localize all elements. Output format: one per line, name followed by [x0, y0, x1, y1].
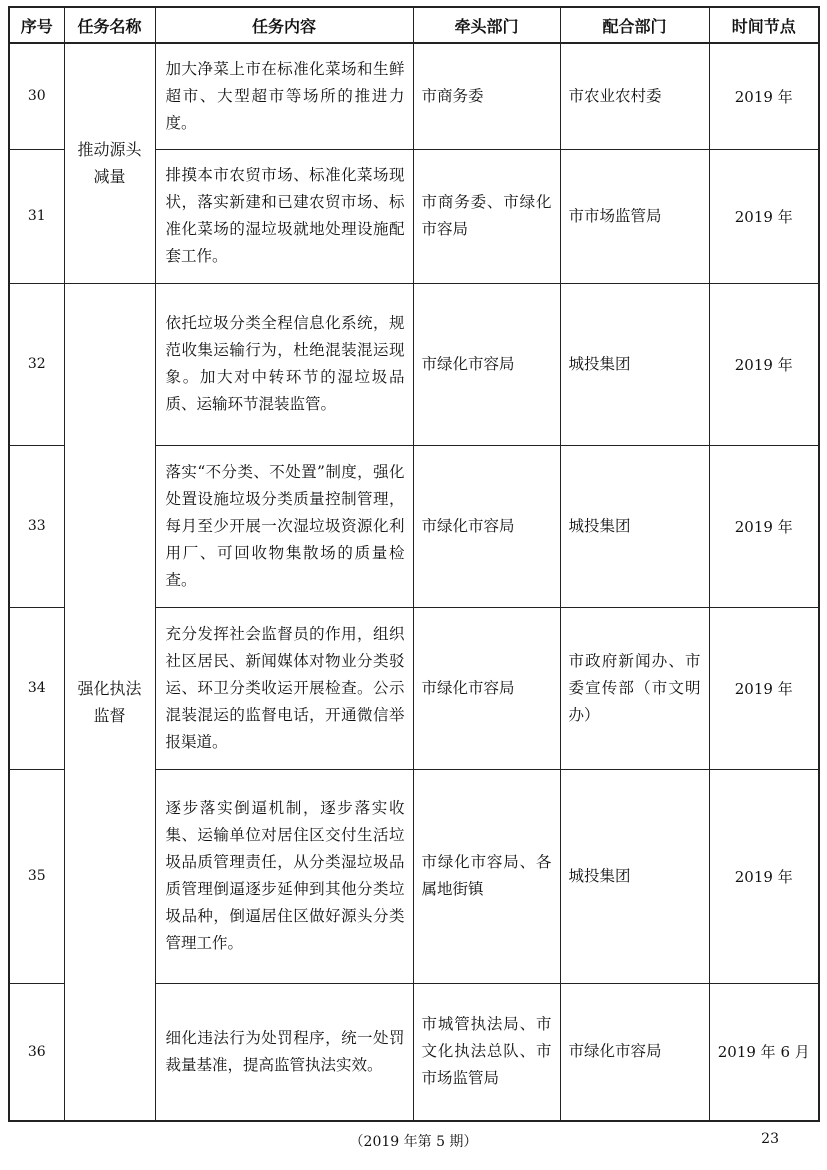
row-lead-dept: 市商务委、市绿化市容局 — [413, 149, 560, 283]
row-deadline: 2019 年 — [709, 607, 819, 769]
row-content: 落实“不分类、不处置”制度，强化处置设施垃圾分类质量控制管理，每月至少开展一次湿垃圾资源化利用厂、可回收物集散场的质量检查。 — [155, 445, 413, 607]
row-seq: 30 — [9, 43, 64, 149]
issue-label: （2019 年第 5 期） — [349, 1134, 478, 1150]
table-header-row — [9, 7, 819, 43]
row-content: 加大净菜上市在标准化菜场和生鲜超市、大型超市等场所的推进力度。 — [155, 43, 413, 149]
row-lead-dept: 市绿化市容局 — [413, 283, 560, 445]
row-seq: 33 — [9, 445, 64, 607]
row-deadline: 2019 年 — [709, 769, 819, 983]
row-seq: 31 — [9, 149, 64, 283]
page-number: 23 — [761, 1131, 779, 1147]
row-deadline: 2019 年 — [709, 445, 819, 607]
row-content: 充分发挥社会监督员的作用，组织社区居民、新闻媒体对物业分类驳运、环卫分类收运开展检查。公示混装混运的监督电话，开通微信举报渠道。 — [155, 607, 413, 769]
row-lead-dept: 市绿化市容局 — [413, 445, 560, 607]
row-content: 逐步落实倒逼机制，逐步落实收集、运输单位对居住区交付生活垃圾品质管理责任，从分类湿垃圾品质管理倒逼逐步延伸到其他分类垃圾品种，倒逼居住区做好源头分类管理工作。 — [155, 769, 413, 983]
row-seq: 36 — [9, 983, 64, 1121]
table-row — [9, 283, 819, 445]
row-coop-dept: 城投集团 — [560, 769, 709, 983]
row-coop-dept: 市农业农村委 — [560, 43, 709, 149]
row-seq: 34 — [9, 607, 64, 769]
task-group-name: 推动源头减量 — [64, 43, 155, 283]
header-task-name: 任务名称 — [64, 7, 155, 43]
row-content: 细化违法行为处罚程序，统一处罚裁量基准，提高监管执法实效。 — [155, 983, 413, 1121]
row-deadline: 2019 年 — [709, 149, 819, 283]
table-row — [9, 43, 819, 149]
row-lead-dept: 市绿化市容局 — [413, 607, 560, 769]
header-coop-dept: 配合部门 — [560, 7, 709, 43]
row-coop-dept: 市市场监管局 — [560, 149, 709, 283]
row-content: 依托垃圾分类全程信息化系统，规范收集运输行为，杜绝混装混运现象。加大对中转环节的湿垃圾品质、运输环节混装监管。 — [155, 283, 413, 445]
header-task-content: 任务内容 — [155, 7, 413, 43]
row-coop-dept: 市绿化市容局 — [560, 983, 709, 1121]
row-lead-dept: 市商务委 — [413, 43, 560, 149]
row-seq: 32 — [9, 283, 64, 445]
row-content: 排摸本市农贸市场、标准化菜场现状，落实新建和已建农贸市场、标准化菜场的湿垃圾就地处理设施配套工作。 — [155, 149, 413, 283]
row-deadline: 2019 年 — [709, 283, 819, 445]
row-coop-dept: 城投集团 — [560, 283, 709, 445]
row-lead-dept: 市绿化市容局、各属地街镇 — [413, 769, 560, 983]
header-deadline: 时间节点 — [709, 7, 819, 43]
task-table — [8, 6, 820, 1122]
row-coop-dept: 市政府新闻办、市委宣传部（市文明办） — [560, 607, 709, 769]
header-lead-dept: 牵头部门 — [413, 7, 560, 43]
task-group-name: 强化执法监督 — [64, 283, 155, 1121]
row-coop-dept: 城投集团 — [560, 445, 709, 607]
row-deadline: 2019 年 6 月 — [709, 983, 819, 1121]
row-seq: 35 — [9, 769, 64, 983]
row-lead-dept: 市城管执法局、市文化执法总队、市市场监管局 — [413, 983, 560, 1121]
row-deadline: 2019 年 — [709, 43, 819, 149]
header-seq: 序号 — [9, 7, 64, 43]
